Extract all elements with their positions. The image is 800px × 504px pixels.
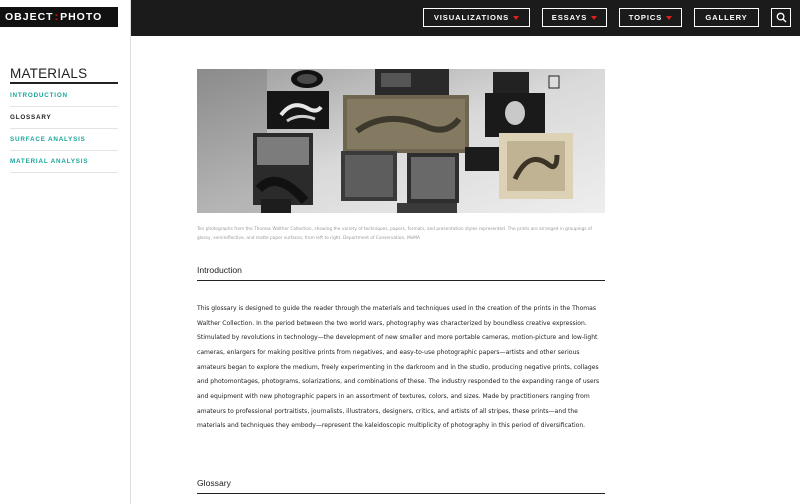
nav-gallery-label: GALLERY bbox=[705, 13, 748, 22]
nav-topics-label: TOPICS bbox=[628, 13, 663, 22]
nav-gallery-button[interactable] bbox=[694, 8, 759, 27]
nav-topics-button[interactable] bbox=[619, 8, 682, 27]
nav-essays-label: ESSAYS bbox=[551, 13, 588, 22]
caret-down-icon bbox=[513, 16, 519, 20]
sidebar-item-material-analysis[interactable]: MATERIAL ANALYSIS bbox=[10, 151, 118, 173]
sidebar-title: MATERIALS bbox=[10, 66, 118, 84]
section-heading-introduction: Introduction bbox=[197, 265, 605, 281]
sidebar bbox=[0, 36, 131, 504]
sidebar-item-glossary[interactable]: GLOSSARY bbox=[10, 107, 118, 129]
nav-visualizations-label: VISUALIZATIONS bbox=[433, 13, 510, 22]
logo-separator-icon: : bbox=[54, 11, 60, 23]
image-caption: Ten photographs from the Thomas Walther Collection, showing the variety of techniques, papers, formats, and presentation styles represented. The prints are arranged in groupings of glossy, semireflective, and matte paper surfaces, from left to right. Department of Conservation, MoMA bbox=[197, 227, 593, 241]
nav-visualizations-button[interactable] bbox=[423, 8, 530, 27]
top-bar bbox=[0, 0, 800, 36]
introduction-paragraph: This glossary is designed to guide the reader through the materials and techniques used in the creation of the prints in the Thomas Walther Collection. In the period between the two world wars, photography was characterized by boundless creative expression. Stimulated by revolutions in technology—the development of new smaller and more portable cameras, motion-picture and low-light cameras, enlargers for making positive prints from negatives, and easy-to-use photographic papers—artists and other serious amateurs began to explore the medium, freely experimenting in the darkroom and in the studio, producing negative prints, collages and photomontages, photograms, solarizations, and combinations of these. The industry responded to the expanding range of users and equipment with new photographic papers in an assortment of textures, colors, and sizes. Made by practitioners ranging from amateurs to professional portraitists, journalists, illustrators, designers, critics, and artists of all stripes, these prints—and the materials and techniques they embody—represent the kaleidoscopic multiplicity of photography in this period of diversification. bbox=[197, 305, 600, 430]
search-icon bbox=[776, 12, 787, 23]
logo-text-right: PHOTO bbox=[60, 11, 103, 23]
sidebar-item-surface-analysis[interactable]: SURFACE ANALYSIS bbox=[10, 129, 118, 151]
search-button[interactable] bbox=[771, 8, 791, 27]
logo-text-left: OBJECT bbox=[5, 11, 54, 23]
logo-area bbox=[0, 0, 131, 36]
photographs-table-image bbox=[197, 69, 605, 213]
nav-essays-button[interactable] bbox=[542, 8, 607, 27]
caret-down-icon bbox=[666, 16, 672, 20]
sidebar-item-introduction[interactable]: INTRODUCTION bbox=[10, 85, 118, 107]
section-heading-glossary: Glossary bbox=[197, 478, 605, 494]
site-logo[interactable] bbox=[0, 7, 118, 27]
caret-down-icon bbox=[591, 16, 597, 20]
hero-image bbox=[197, 69, 605, 213]
